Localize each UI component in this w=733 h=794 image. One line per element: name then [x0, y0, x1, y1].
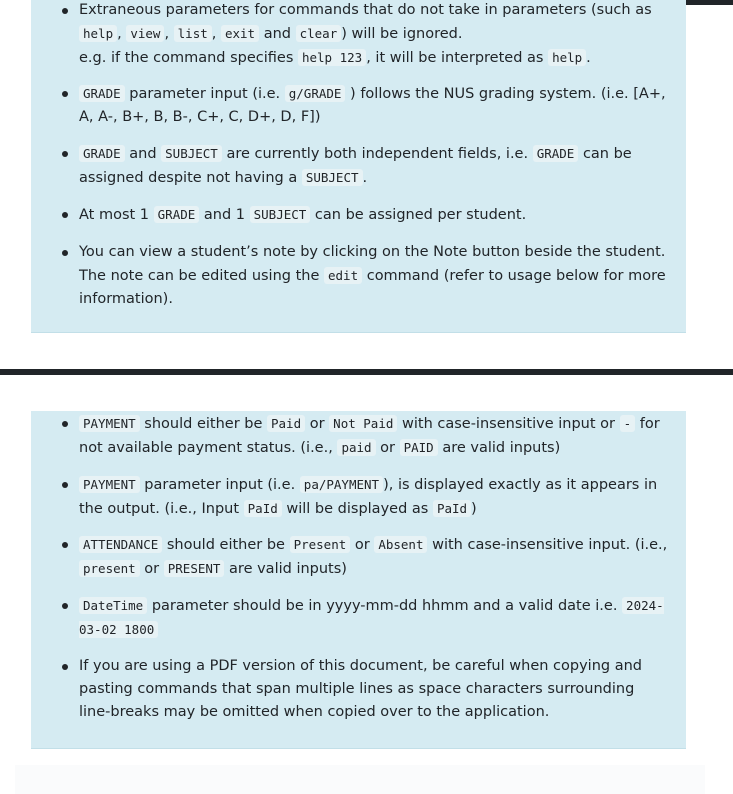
list-item: ATTENDANCE should either be Present or Absent with case-insensitive input. (i.e., present or PRESENT are valid inputs) [79, 533, 669, 581]
bullet-icon [62, 421, 68, 427]
list-item: GRADE parameter input (i.e. g/GRADE ) follows the NUS grading system. (i.e. [A+, A, A-, B+, B, B-, C+, C, D+, D, F]) [79, 82, 669, 129]
list-item: PAYMENT parameter input (i.e. pa/PAYMENT ), is displayed exactly as it appears in the output. (i.e., Input PaId will be displayed as PaId ) [79, 473, 669, 521]
list-item: If you are using a PDF version of this document, be careful when copying and pasting commands that span multiple lines as space characters surrounding line-breaks may be omitted when copied over to the application. [79, 655, 669, 724]
bullet-icon [62, 8, 68, 14]
bullet-icon [62, 482, 68, 488]
list-item: You can view a student’s note by clicking on the Note button beside the student. The note can be edited using the edit command (refer to usage below for more information). [79, 241, 669, 311]
bullet-icon [62, 664, 68, 670]
next-box-edge [15, 765, 705, 794]
bullet-icon [62, 250, 68, 256]
section-divider [0, 369, 733, 375]
list-item: At most 1 GRADE and 1 SUBJECT can be assigned per student. [79, 203, 669, 227]
bullet-icon [62, 212, 68, 218]
list-item: Extraneous parameters for commands that do not take in parameters (such as help , view , list , exit and clear ) will be ignored. e.g. if the command specifies help 123 , it will be interpreted as help . [79, 0, 669, 70]
list-item: DateTime parameter should be in yyyy-mm-dd hhmm and a valid date i.e. 2024-03-02 1800 [79, 594, 669, 642]
bullet-icon [62, 603, 68, 609]
list-item: PAYMENT should either be Paid or Not Paid with case-insensitive input or - for not available payment status. (i.e., paid or PAID are valid inputs) [79, 412, 669, 460]
bullet-icon [62, 91, 68, 97]
bullet-icon [62, 151, 68, 157]
bullet-icon [62, 542, 68, 548]
list-item: GRADE and SUBJECT are currently both independent fields, i.e. GRADE can be assigned despite not having a SUBJECT . [79, 142, 669, 190]
